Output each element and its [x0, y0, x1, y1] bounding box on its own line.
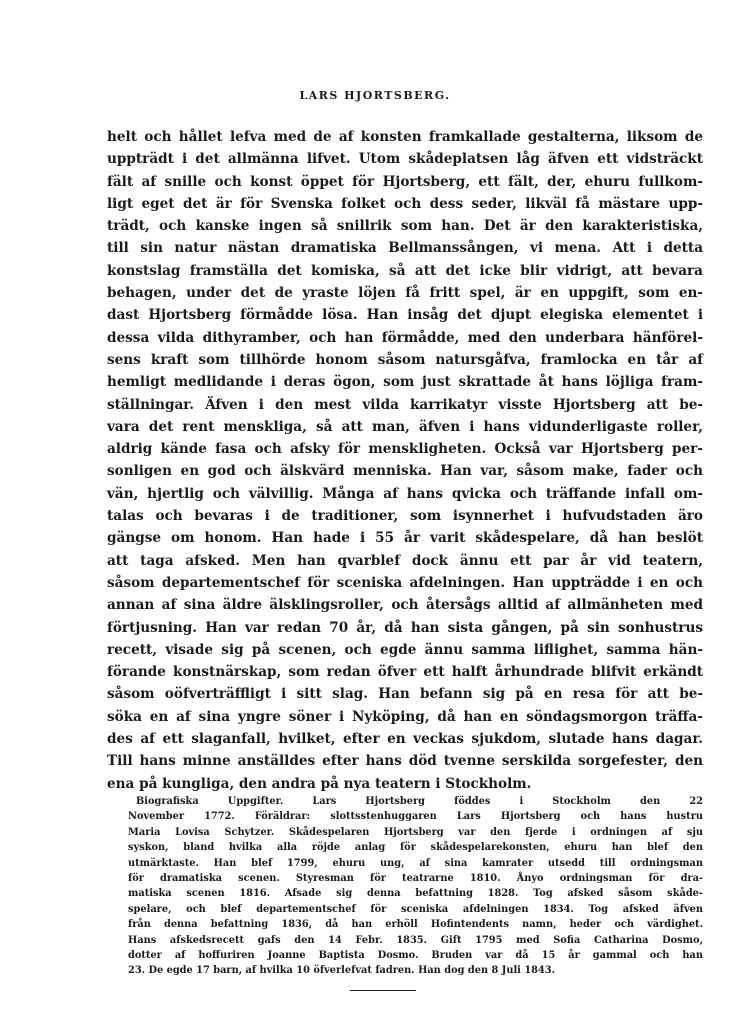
body-line: behagen, under det de yraste löjen få fritt spel, är en uppgift, som en-: [107, 285, 703, 302]
body-line: dessa vilda dithyramber, och han förmådde, med den underbara hänförel-: [107, 329, 703, 346]
body-line: till sin natur nästan dramatiska Bellmanssången, vi mena. Att i detta: [107, 240, 703, 257]
body-line: söka en af sina yngre söner i Nyköping, då han en söndagsmorgon träffa-: [107, 708, 703, 725]
footnote-line: från denna befattning 1836, då han erhöll Hofintendents namn, heder och värdighet.: [128, 919, 703, 931]
body-line: talas och bevaras i de traditioner, som isynnerhet i hufvudstaden äro: [107, 508, 703, 525]
footnote-line: utmärktaste. Han blef 1799, ehuru ung, af sina kamrater utsedd till ordningsman: [128, 857, 703, 869]
footnote-line: 23. De egde 17 barn, af hvilka 10 öfverlefvat fadren. Han dog den 8 Juli 1843.: [128, 965, 555, 977]
body-line: fält af snille och konst öppet för Hjortsberg, ett fält, der, ehuru fullkom-: [107, 173, 703, 190]
footnote-line: Biografiska Uppgifter. Lars Hjortsberg föddes i Stockholm den 22: [136, 796, 703, 807]
footnote-line: spelare, och blef departementschef för sceniska afdelningen 1834. Tog afsked äfven: [128, 903, 703, 915]
footnote-line: syskon, bland hvilka alla röjde anlag för skådespelarekonsten, ehuru han blef den: [128, 842, 703, 854]
body-line: gängse om honom. Han hade i 55 år varit skådespelare, då han beslöt: [107, 530, 703, 547]
body-line: såsom departementschef för sceniska afdelningen. Han uppträdde i en och: [107, 574, 703, 591]
body-line: helt och hållet lefva med de af konsten framkallade gestalterna, liksom de: [107, 129, 703, 145]
footnote-line: November 1772. Föräldrar: slottsstenhuggaren Lars Hjortsberg och hans hustru: [128, 811, 703, 823]
body-line: des af ett slaganfall, hvilket, efter en veckas sjukdom, slutade hans dagar.: [107, 731, 703, 748]
biographical-footnote: [128, 794, 703, 979]
body-line: recett, visade sig på scenen, och egde ännu samma liflighet, samma hän-: [107, 641, 703, 658]
footnote-line: Hans afskedsrecett gafs den 14 Febr. 1835. Gift 1795 med Sofia Catharina Dosmo,: [128, 934, 703, 946]
footnote-line: dotter af hoffuriren Joanne Baptista Dosmo. Bruden var då 15 år gammal och han: [128, 950, 703, 962]
footnote-line: Maria Lovisa Schytzer. Skådespelaren Hjortsberg var den fjerde i ordningen af sju: [128, 826, 703, 838]
closing-rule: [350, 990, 416, 991]
body-line: vän, hjertlig och välvillig. Många af hans qvicka och träffande infall om-: [107, 485, 703, 502]
footnote-line: för dramatiska scenen. Styresman för teatrarne 1810. Ånyo ordningsman för dra-: [128, 873, 703, 885]
body-line: förande konstnärskap, som redan öfver ett halft århundrade blifvit erkändt: [107, 664, 703, 681]
body-line: annan af sina äldre älsklingsroller, och återsågs alltid af allmänheten med: [107, 597, 703, 614]
body-line: förtjusning. Han var redan 70 år, då han sista gången, på sin sonhustrus: [107, 619, 703, 636]
running-head: LARS HJORTSBERG.: [299, 89, 451, 102]
body-line: sens kraft som tillhörde honom såsom natursgåfva, framlocka en tår af: [107, 351, 703, 368]
body-text: [107, 126, 703, 795]
body-line: hemligt medlidande i deras ögon, som just skrattade åt hans löjliga fram-: [107, 374, 703, 391]
body-line: trädt, och kanske ingen så snillrik som han. Det är den karakteristiska,: [107, 218, 703, 235]
body-line: uppträdt i det allmänna lifvet. Utom skådeplatsen låg äfven ett vidsträckt: [107, 151, 703, 168]
body-line: dast Hjortsberg förmådde lösa. Han insåg det djupt elegiska elementet i: [107, 307, 703, 324]
body-line: ligt eget det är för Svenska folket och dess seder, likväl få mästare upp-: [107, 195, 703, 212]
body-line: att taga afsked. Men han qvarblef dock ännu ett par år vid teatern,: [107, 552, 703, 569]
body-line: ställningar. Äfven i den mest vilda karrikatyr visste Hjortsberg att be-: [107, 396, 703, 413]
body-line: vara det rent menskliga, så att man, äfven i hans vidunderligaste roller,: [107, 418, 703, 435]
body-line: konstslag framställa det komiska, så att det icke blir vidrigt, att bevara: [107, 262, 703, 279]
body-line: ena på kungliga, den andra på nya teatern i Stockholm.: [107, 775, 532, 792]
footnote-line: matiska scenen 1816. Afsade sig denna befattning 1828. Tog afsked såsom skåde-: [128, 888, 703, 900]
body-line: sonligen en god och älskvärd menniska. Han var, såsom make, fader och: [107, 463, 703, 480]
body-line: Till hans minne anställdes efter hans död tvenne serskilda sorgefester, den: [107, 753, 703, 770]
body-line: såsom oöfverträffligt i sitt slag. Han befann sig på en resa för att be-: [107, 686, 703, 703]
body-line: aldrig kände fasa och afsky för menskligheten. Också var Hjortsberg per-: [107, 441, 703, 458]
